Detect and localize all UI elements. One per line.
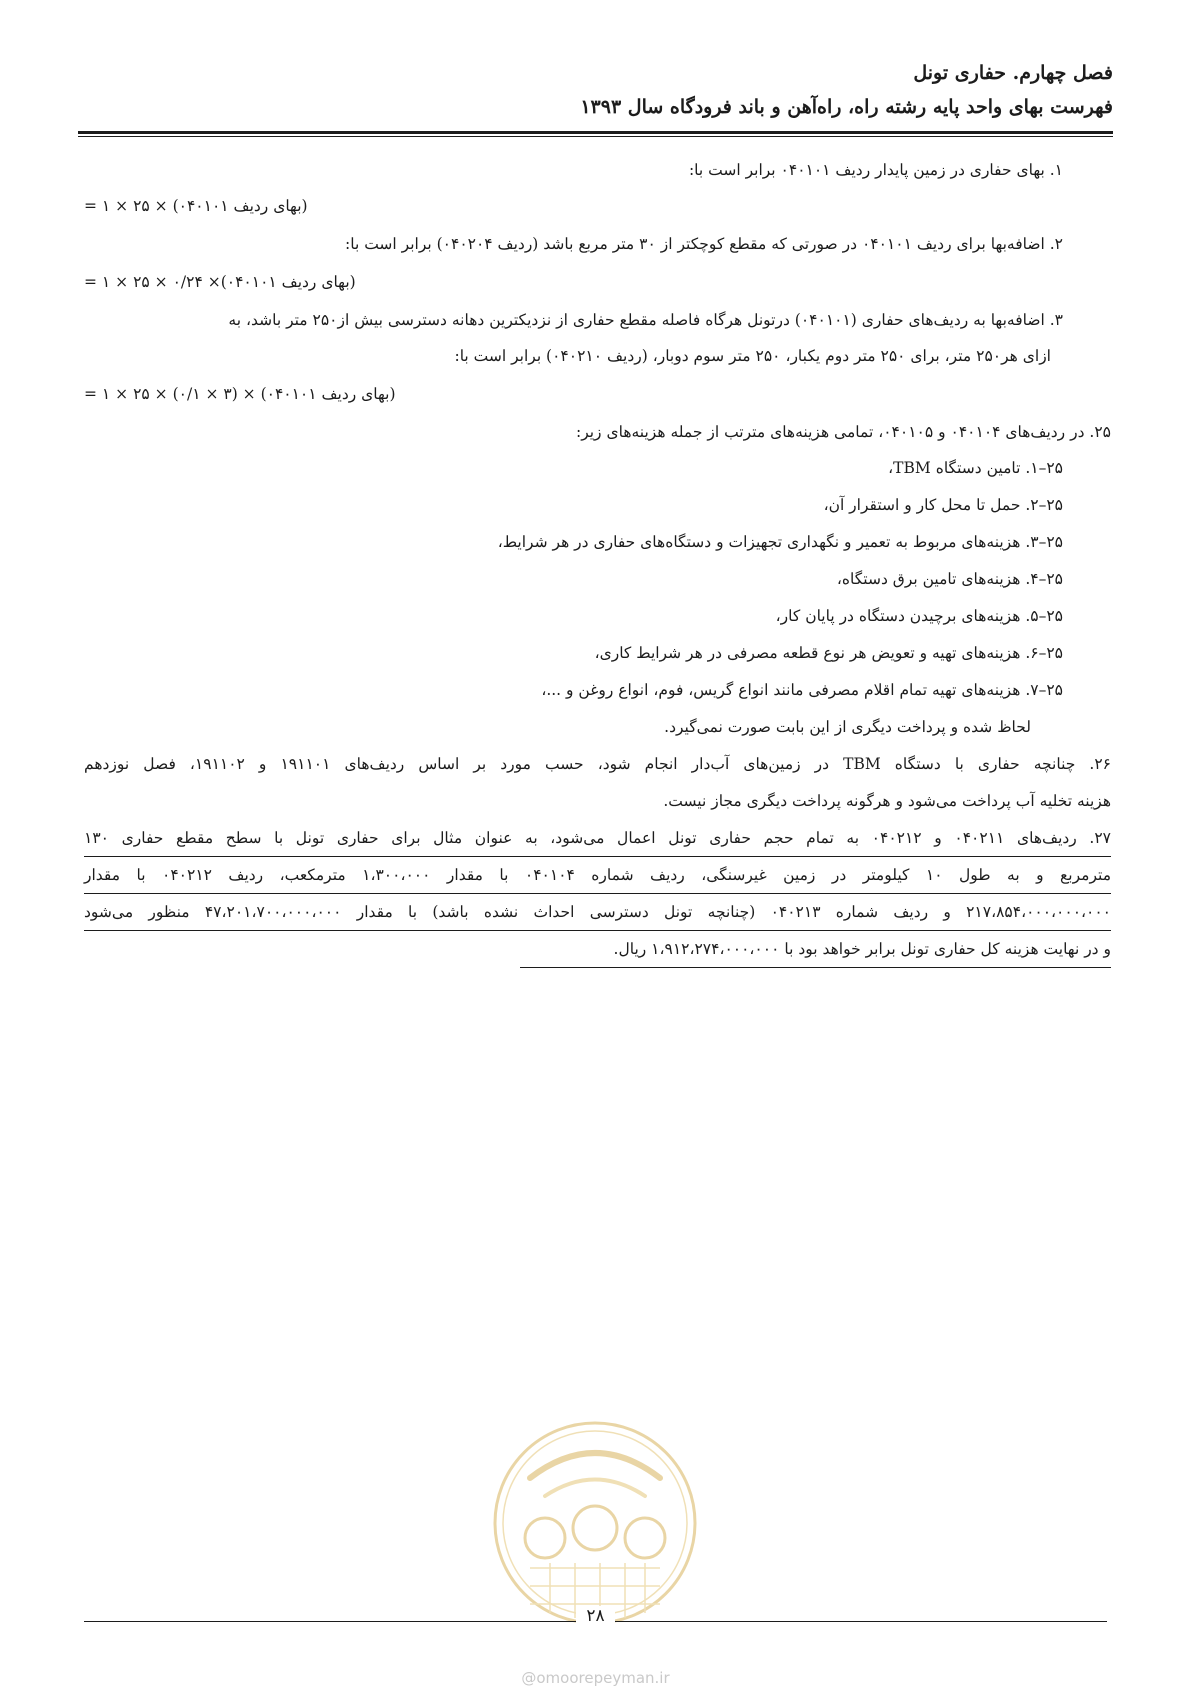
clause-26-line1: ۲۶. چنانچه حفاری با دستگاه TBM در زمین‌های آب‌دار انجام شود، حسب مورد بر اساس ردیف‌های ۱۹۱۱۰۱ و ۱۹۱۱۰۲، فصل نوزدهم: [84, 755, 1111, 773]
clause-27-line1: ۲۷. ردیف‌های ۰۴۰۲۱۱ و ۰۴۰۲۱۲ به تمام حجم حفاری تونل اعمال می‌شود، به عنوان مثال برای حفاری تونل با سطح مقطع حفاری ۱۳۰: [84, 829, 1111, 847]
clause-27-underline-3: [84, 930, 1111, 931]
clause-27-line3: ۲۱۷،۸۵۴،۰۰۰،۰۰۰،۰۰۰ و ردیف شماره ۰۴۰۲۱۳ (چنانچه تونل دسترسی احداث نشده باشد) با مقدار ۴۷،۲۰۱،۷۰۰،۰۰۰،۰۰۰ منظور می‌شود: [84, 903, 1111, 921]
clause-25-6: ۲۵–۶. هزینه‌های تهیه و تعویض هر نوع قطعه مصرفی در هر شرایط کاری،: [594, 644, 1063, 662]
document-subtitle: فهرست بهای واحد پایه رشته راه، راه‌آهن و باند فرودگاه سال ۱۳۹۳: [580, 96, 1113, 118]
chapter-title: فصل چهارم. حفاری تونل: [913, 62, 1113, 84]
item-2-formula: (بهای ردیف ۰۴۰۱۰۱)× ۰/۲۴ × ۲۵ × ۱ =: [84, 273, 356, 291]
item-3-formula: (بهای ردیف ۰۴۰۱۰۱) × (۳ × ۰/۱) × ۲۵ × ۱ =: [84, 385, 396, 403]
clause-25-4: ۲۵–۴. هزینه‌های تامین برق دستگاه،: [836, 570, 1063, 588]
site-watermark: [0, 1669, 1191, 1687]
item-3-text-line1: ۳. اضافه‌بها به ردیف‌های حفاری (۰۴۰۱۰۱) درتونل هرگاه فاصله مقطع حفاری از نزدیکترین دهانه دسترسی بیش از۲۵۰ متر باشد، به: [228, 311, 1063, 329]
clause-25-closing: لحاظ شده و پرداخت دیگری از این بابت صورت نمی‌گیرد.: [664, 718, 1031, 736]
clause-25-intro: ۲۵. در ردیف‌های ۰۴۰۱۰۴ و ۰۴۰۱۰۵، تمامی هزینه‌های مترتب از جمله هزینه‌های زیر:: [575, 423, 1111, 441]
clause-25-3: ۲۵–۳. هزینه‌های مربوط به تعمیر و نگهداری تجهیزات و دستگاه‌های حفاری در هر شرایط،: [497, 533, 1063, 551]
item-3-text-line2: ازای هر۲۵۰ متر، برای ۲۵۰ متر دوم یکبار، ۲۵۰ متر سوم دوبار، (ردیف ۰۴۰۲۱۰) برابر است با:: [454, 347, 1051, 365]
clause-27-underline-4: [520, 967, 1111, 968]
page-number: ۲۸: [576, 1606, 614, 1626]
item-2-text: ۲. اضافه‌بها برای ردیف ۰۴۰۱۰۱ در صورتی که مقطع کوچکتر از ۳۰ متر مربع باشد (ردیف ۰۴۰۲۰۴) برابر است با:: [345, 235, 1063, 253]
site-url: omoorepeyman.ir: [536, 1669, 670, 1687]
clause-27-line2: مترمربع و به طول ۱۰ کیلومتر در زمین غیرسنگی، ردیف شماره ۰۴۰۱۰۴ با مقدار ۱،۳۰۰،۰۰۰ مترمکعب، ردیف ۰۴۰۲۱۲ با مقدار: [84, 866, 1112, 884]
clause-25-2: ۲۵–۲. حمل تا محل کار و استقرار آن،: [823, 496, 1063, 514]
clause-25-7: ۲۵–۷. هزینه‌های تهیه تمام اقلام مصرفی مانند انواع گریس، فوم، انواع روغن و ...،: [541, 681, 1063, 699]
page-number-wrap: [0, 1606, 1191, 1626]
clause-27-underline-1: [84, 856, 1111, 857]
header-rule-thin: [78, 136, 1113, 137]
clause-26-line2: هزینه تخلیه آب پرداخت می‌شود و هرگونه پرداخت دیگری مجاز نیست.: [663, 792, 1111, 810]
clause-25-5: ۲۵–۵. هزینه‌های برچیدن دستگاه در پایان کار،: [775, 607, 1063, 625]
clause-27-underline-2: [84, 893, 1111, 894]
item-1-formula: (بهای ردیف ۰۴۰۱۰۱) × ۲۵ × ۱ =: [84, 197, 308, 215]
item-1-text: ۱. بهای حفاری در زمین پایدار ردیف ۰۴۰۱۰۱ برابر است با:: [688, 161, 1063, 179]
header-rule-thick: [78, 131, 1113, 134]
clause-25-1: ۲۵–۱. تامین دستگاه TBM،: [888, 459, 1063, 477]
watermark-seal-icon: [490, 1418, 700, 1628]
at-icon: @: [521, 1669, 537, 1687]
clause-27-line4: و در نهایت هزینه کل حفاری تونل برابر خواهد بود با ۱،۹۱۲،۲۷۴،۰۰۰،۰۰۰ ریال.: [613, 940, 1111, 958]
